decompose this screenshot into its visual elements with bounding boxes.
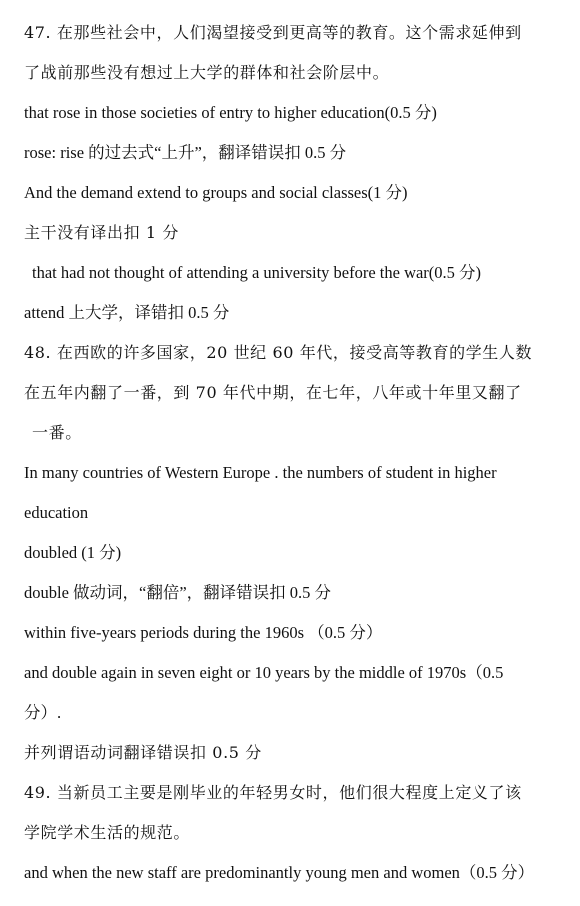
q47-note-attend: attend 上大学，译错扣 0.5 分 <box>24 303 230 322</box>
q48-translation-part-1: In many countries of Western Europe . the numbers of student in higher <box>24 463 497 482</box>
q49-chinese-line-2: 学院学术生活的规范。 <box>24 823 191 842</box>
q48-translation-part-3: within five-years periods during the 1960s （0.5 分） <box>24 623 383 642</box>
q48-note-parallel-verb: 并列谓语动词翻译错误扣 0.5 分 <box>24 743 262 762</box>
q48-translation-part-4-cont: 分）. <box>24 703 62 722</box>
q49-chinese-line-1: 49. 当新员工主要是刚毕业的年轻男女时，他们很大程度上定义了该 <box>24 783 522 802</box>
q47-chinese-line-1: 47. 在那些社会中，人们渴望接受到更高等的教育。这个需求延伸到 <box>24 23 522 42</box>
q47-translation-part-1: that rose in those societies of entry to higher education(0.5 分) <box>24 103 437 122</box>
q48-chinese-line-2: 在五年内翻了一番，到 70 年代中期，在七年，八年或十年里又翻了 <box>24 383 522 402</box>
q47-chinese-line-2: 了战前那些没有想过上大学的群体和社会阶层中。 <box>24 63 390 82</box>
q48-chinese-line-3: 一番。 <box>32 423 82 442</box>
q47-translation-part-3: that had not thought of attending a university before the war(0.5 分) <box>32 263 482 282</box>
q47-translation-part-2: And the demand extend to groups and social classes(1 分) <box>24 183 408 202</box>
q48-chinese-line-1: 48. 在西欧的许多国家，20 世纪 60 年代，接受高等教育的学生人数 <box>24 343 533 362</box>
q47-note-main-clause: 主干没有译出扣 1 分 <box>24 223 179 242</box>
q47-note-rose: rose: rise 的过去式“上升”，翻译错误扣 0.5 分 <box>24 143 347 162</box>
q48-translation-part-1-cont: education <box>24 503 89 522</box>
q48-translation-part-2: doubled (1 分) <box>24 543 122 562</box>
q48-translation-part-4: and double again in seven eight or 10 years by the middle of 1970s（0.5 <box>24 663 504 682</box>
q48-note-double: double 做动词，“翻倍”，翻译错误扣 0.5 分 <box>24 583 332 602</box>
q49-translation-part-1: and when the new staff are predominantly young men and women（0.5 分） <box>24 863 535 882</box>
